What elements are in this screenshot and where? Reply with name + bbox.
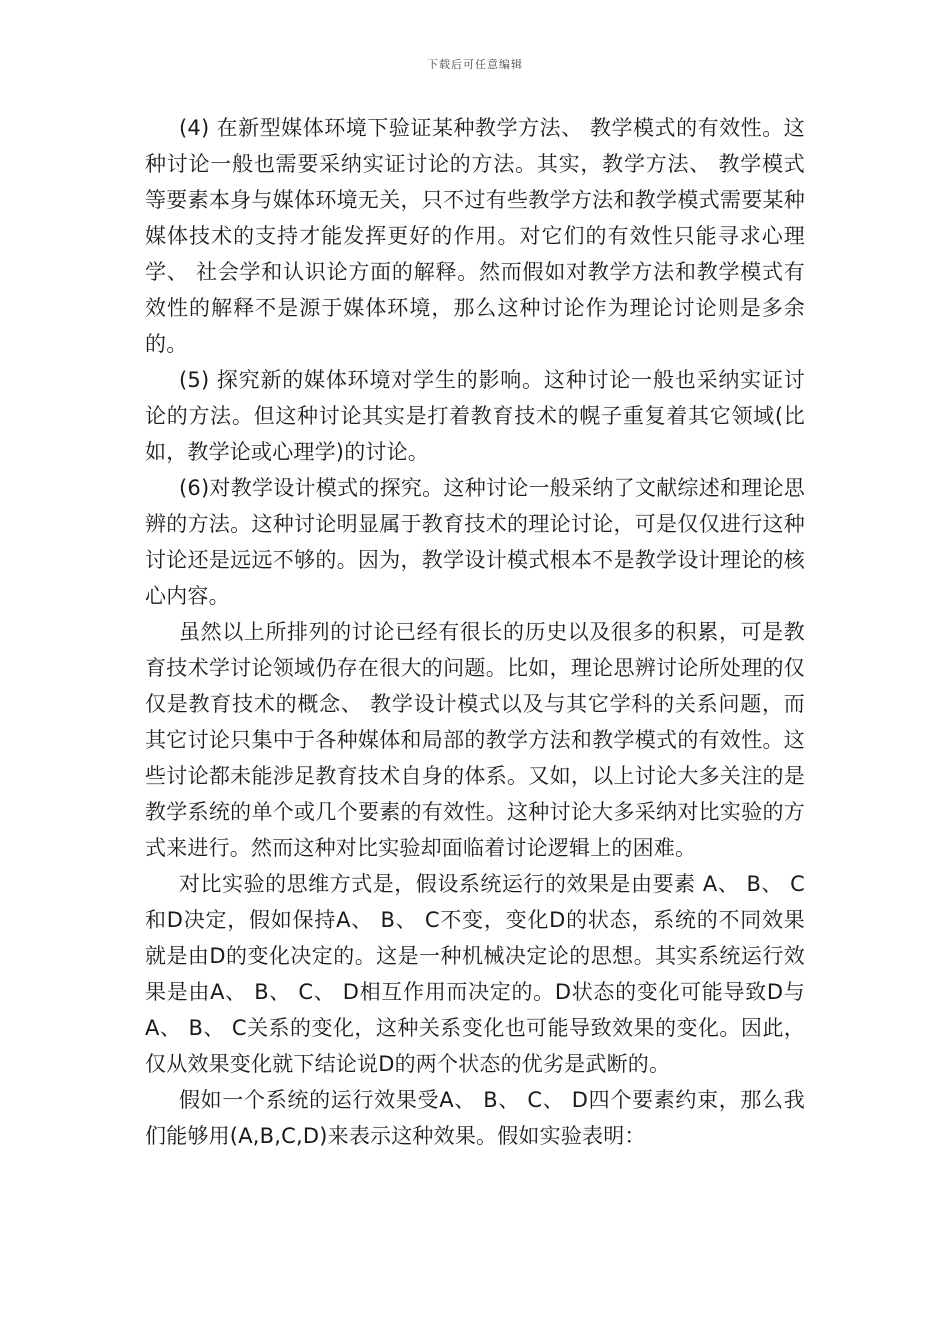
- body-text: [145, 110, 805, 1154]
- paragraph-problems: 虽然以上所排列的讨论已经有很长的历史以及很多的积累，可是教育技术学讨论领域仍存在很大的问题。比如，理论思辨讨论所处理的仅仅是教育技术的概念、 教学设计模式以及与其它学科的关系问题，而其它讨论只集中于各种媒体和局部的教学方法和教学模式的有效性。这些讨论都未能涉足教育技术自身的体系。又如，以上讨论大多关注的是教学系统的单个或几个要素的有效性。这种讨论大多采纳对比实验的方式来进行。然而这种对比实验却面临着讨论逻辑上的困难。: [145, 620, 805, 860]
- paragraph-system-effect: 假如一个系统的运行效果受A、 B、 C、 D四个要素约束，那么我们能够用(A,B,C,D)来表示这种效果。假如实验表明：: [145, 1088, 805, 1148]
- paragraph-contrast-experiment: 对比实验的思维方式是，假设系统运行的效果是由要素 A、 B、 C和D决定，假如保持A、 B、 C不变，变化D的状态，系统的不同效果就是由D的变化决定的。这是一种机械决定论的思想。其实系统运行效果是由A、 B、 C、 D相互作用而决定的。D状态的变化可能导致D与A、 B、 C关系的变化，这种关系变化也可能导致效果的变化。因此，仅从效果变化就下结论说D的两个状态的优劣是武断的。: [145, 872, 805, 1076]
- paragraph-4: (4) 在新型媒体环境下验证某种教学方法、 教学模式的有效性。这种讨论一般也需要采纳实证讨论的方法。其实，教学方法、 教学模式等要素本身与媒体环境无关，只不过有些教学方法和教学模式需要某种媒体技术的支持才能发挥更好的作用。对它们的有效性只能寻求心理学、 社会学和认识论方面的解释。然而假如对教学方法和教学模式有效性的解释不是源于媒体环境，那么这种讨论作为理论讨论则是多余的。: [145, 116, 805, 356]
- paragraph-6: (6)对教学设计模式的探究。这种讨论一般采纳了文献综述和理论思辨的方法。这种讨论明显属于教育技术的理论讨论，可是仅仅进行这种讨论还是远远不够的。因为，教学设计模式根本不是教学设计理论的核心内容。: [145, 476, 805, 608]
- page-header: 下载后可任意编辑: [427, 58, 523, 71]
- paragraph-5: (5) 探究新的媒体环境对学生的影响。这种讨论一般也采纳实证讨论的方法。但这种讨论其实是打着教育技术的幌子重复着其它领域(比如，教学论或心理学)的讨论。: [145, 368, 805, 464]
